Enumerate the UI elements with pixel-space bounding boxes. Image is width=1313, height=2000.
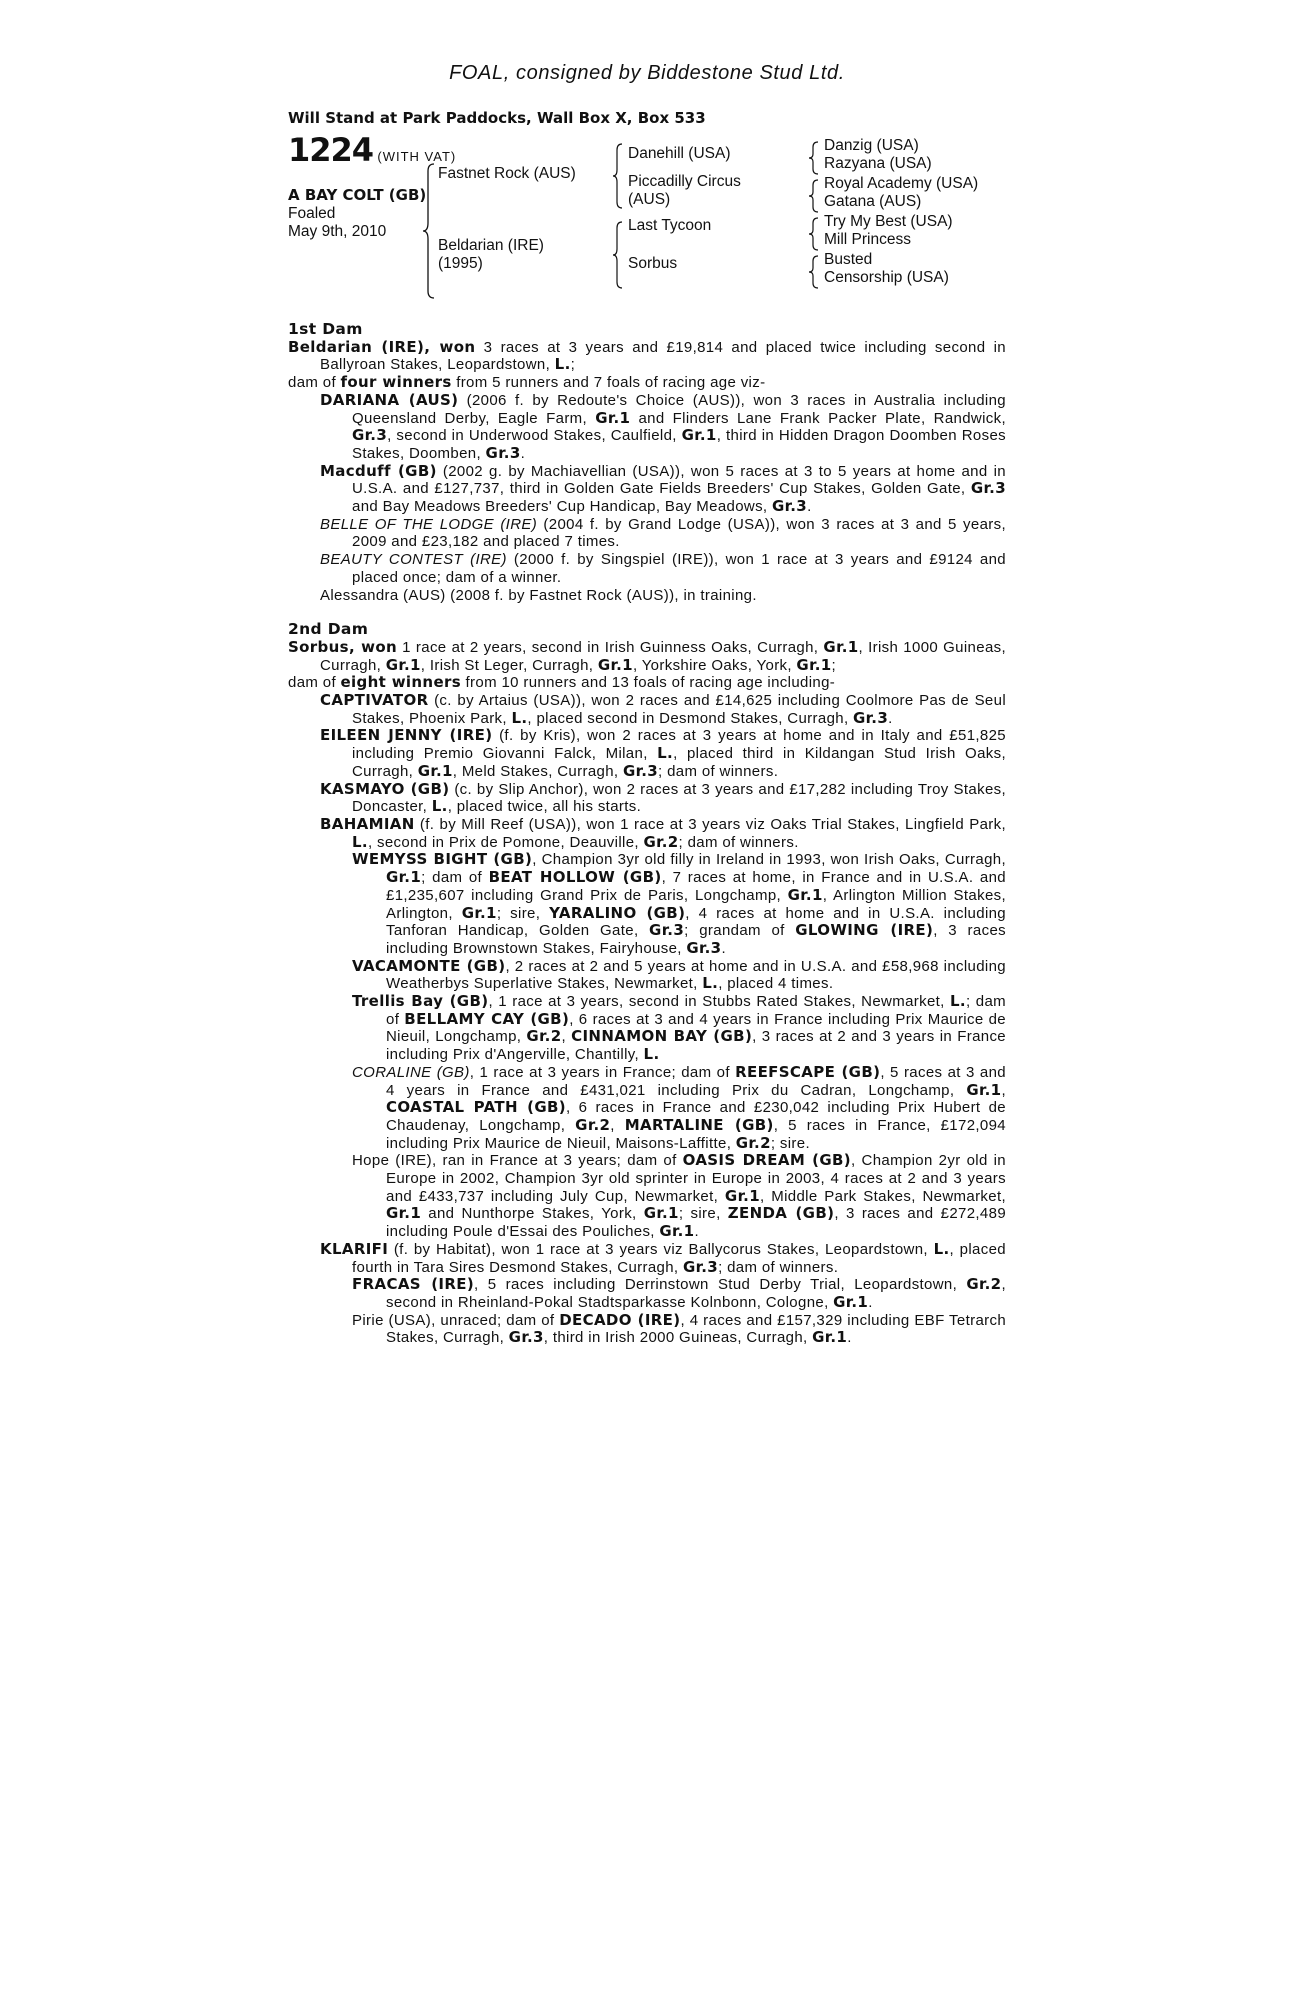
- grandproduce-entry: Pirie (USA), unraced; dam of DECADO (IRE), 4 races and £157,329 including EBF Tetrarch Stakes, Curragh, Gr.3, third in Irish 2000 Guineas, Curragh, Gr.1.: [352, 1310, 1007, 1347]
- gen3-sss: Danzig (USA): [824, 137, 919, 154]
- lot-number: 1224: [288, 131, 374, 169]
- grandproduce-entry: CORALINE (GB), 1 race at 3 years in France; dam of REEFSCAPE (GB), 5 races at 3 and 4 years in France and £431,021 including Prix du Cadran, Longchamp, Gr.1, COASTAL PATH (GB), 6 races in France and £230,042 including Prix Hubert de Chaudenay, Longchamp, Gr.2, MARTALINE (GB), 5 races in France, £172,094 including Prix Maurice de Nieuil, Maisons-Laffitte, Gr.2; sire.: [352, 1062, 1006, 1152]
- pedigree-brace: [422, 163, 436, 299]
- produce-entry: BAHAMIAN (f. by Mill Reef (USA)), won 1 race at 3 years viz Oaks Trial Stakes, Lingfield Park, L., second in Prix de Pomone, Deauville, Gr.2; dam of winners.: [320, 814, 1006, 851]
- sire-dam: Piccadilly Circus: [628, 173, 741, 190]
- produce-entry: BEAUTY CONTEST (IRE) (2000 f. by Singspiel (IRE)), won 1 race at 3 years and £9124 and placed once; dam of a winner.: [320, 551, 1006, 586]
- dam-dam: Sorbus: [628, 255, 678, 272]
- second-dam-record: Sorbus, won 1 race at 2 years, second in Irish Guinness Oaks, Curragh, Gr.1, Irish 1000 Guineas, Curragh, Gr.1, Irish St Leger, Curragh, Gr.1, Yorkshire Oaks, York, Gr.1;: [288, 637, 1007, 674]
- foaled-label: Foaled: [288, 205, 336, 222]
- gen3-sdd: Gatana (AUS): [824, 193, 922, 210]
- produce-entry: BELLE OF THE LODGE (IRE) (2004 f. by Grand Lodge (USA)), won 3 races at 3 and 5 years, 2009 and £23,182 and placed 7 times.: [320, 515, 1006, 551]
- second-dam-section: [288, 621, 1006, 1347]
- gen3-ddd: Censorship (USA): [824, 269, 949, 286]
- stabling-line: Will Stand at Park Paddocks, Wall Box X, Box 533: [288, 109, 706, 127]
- second-dam-produce-summary: dam of eight winners from 10 runners and 13 foals of racing age including-: [288, 673, 836, 692]
- brace-3d: [808, 255, 820, 289]
- sire-brace: [612, 143, 624, 209]
- produce-entry: DARIANA (AUS) (2006 f. by Redoute's Choice (AUS)), won 3 races in Australia including Queensland Derby, Eagle Farm, Gr.1 and Flinders Lane Frank Packer Plate, Randwick, Gr.3, second in Underwood Stakes, Caulfield, Gr.1, third in Hidden Dragon Doomben Roses Stakes, Doomben, Gr.3.: [320, 390, 1006, 462]
- sire-sire: Danehill (USA): [628, 145, 731, 162]
- second-dam-heading: 2nd Dam: [288, 620, 369, 639]
- produce-entry: EILEEN JENNY (IRE) (f. by Kris), won 2 races at 3 years at home and in Italy and £51,825 including Premio Giovanni Falck, Milan, L., placed third in Kildangan Stud Irish Oaks, Curragh, Gr.1, Meld Stakes, Curragh, Gr.3; dam of winners.: [320, 726, 1006, 780]
- pedigree-table: [288, 131, 1006, 321]
- gen3-dsd: Mill Princess: [824, 231, 911, 248]
- sire-dam-country: (AUS): [628, 191, 671, 208]
- grandproduce-entry: WEMYSS BIGHT (GB), Champion 3yr old filly in Ireland in 1993, won Irish Oaks, Curragh, Gr.1; dam of BEAT HOLLOW (GB), 7 races at home, in France and in U.S.A. and £1,235,607 including Grand Prix de Paris, Longchamp, Gr.1, Arlington Million Stakes, Arlington, Gr.1; sire, YARALINO (GB), 4 races at home and in U.S.A. including Tanforan Handicap, Golden Gate, Gr.3; grandam of GLOWING (IRE), 3 races including Brownstown Stakes, Fairyhouse, Gr.3.: [352, 850, 1007, 957]
- gen3-ssd: Razyana (USA): [824, 155, 932, 172]
- produce-entry: CAPTIVATOR (c. by Artaius (USA)), won 2 races and £14,625 including Coolmore Pas de Seul Stakes, Phoenix Park, L., placed second in Desmond Stakes, Curragh, Gr.3.: [320, 691, 1006, 727]
- brace-3a: [808, 141, 820, 175]
- first-dam-record: Beldarian (IRE), won 3 races at 3 years and £19,814 and placed twice including second in Ballyroan Stakes, Leopardstown, L.;: [288, 337, 1006, 374]
- foaled-date: May 9th, 2010: [288, 223, 387, 240]
- vat-note: (WITH VAT): [377, 149, 457, 164]
- produce-entry: Alessandra (AUS) (2008 f. by Fastnet Rock (AUS)), in training.: [320, 586, 757, 604]
- first-dam-section: [288, 321, 1006, 604]
- produce-entry: Macduff (GB) (2002 g. by Machiavellian (USA)), won 5 races at 3 to 5 years at home and in U.S.A. and £127,737, third in Golden Gate Fields Breeders' Cup Stakes, Golden Gate, Gr.3 and Bay Meadows Breeders' Cup Handicap, Bay Meadows, Gr.3.: [320, 461, 1006, 516]
- grandproduce-entry: Hope (IRE), ran in France at 3 years; dam of OASIS DREAM (GB), Champion 2yr old in Europe in 2002, Champion 3yr old sprinter in Europe in 2003, 4 races at 2 and 3 years and £433,737 including July Cup, Newmarket, Gr.1, Middle Park Stakes, Newmarket, Gr.1 and Nunthorpe Stakes, York, Gr.1; sire, ZENDA (GB), 3 races and £272,489 including Poule d'Essai des Pouliches, Gr.1.: [352, 1151, 1007, 1241]
- consignor-heading: FOAL, consigned by Biddestone Stud Ltd.: [449, 62, 845, 84]
- sire: Fastnet Rock (AUS): [438, 165, 576, 182]
- gen3-sds: Royal Academy (USA): [824, 175, 979, 192]
- first-dam-produce-summary: dam of four winners from 5 runners and 7 foals of racing age viz-: [288, 373, 766, 392]
- gen3-dss: Try My Best (USA): [824, 213, 953, 230]
- catalogue-page: [288, 62, 1006, 1347]
- grandproduce-entry: FRACAS (IRE), 5 races including Derrinstown Stud Derby Trial, Leopardstown, Gr.2, second in Rheinland-Pokal Stadtsparkasse Kolnbonn, Cologne, Gr.1.: [352, 1275, 1006, 1311]
- first-dam-heading: 1st Dam: [288, 320, 363, 338]
- brace-3b: [808, 179, 820, 213]
- produce-entry: KASMAYO (GB) (c. by Slip Anchor), won 2 races at 3 years and £17,282 including Troy Stakes, Doncaster, L., placed twice, all his starts.: [320, 779, 1007, 816]
- dam-sire: Last Tycoon: [628, 217, 712, 234]
- produce-entry: KLARIFI (f. by Habitat), won 1 race at 3 years viz Ballycorus Stakes, Leopardstown, L., placed fourth in Tara Sires Desmond Stakes, Curragh, Gr.3; dam of winners.: [320, 1239, 1006, 1276]
- dam: Beldarian (IRE): [438, 237, 544, 254]
- gen3-dds: Busted: [824, 251, 873, 268]
- lot-name: A BAY COLT (GB): [288, 186, 427, 204]
- grandproduce-entry: VACAMONTE (GB), 2 races at 2 and 5 years at home and in U.S.A. and £58,968 including Weatherbys Superlative Stakes, Newmarket, L., placed 4 times.: [352, 956, 1006, 993]
- dam-brace: [612, 221, 624, 289]
- brace-3c: [808, 217, 820, 251]
- dam-year: (1995): [438, 255, 483, 272]
- grandproduce-entry: Trellis Bay (GB), 1 race at 3 years, second in Stubbs Rated Stakes, Newmarket, L.; dam of BELLAMY CAY (GB), 6 races at 3 and 4 years in France including Prix Maurice de Nieuil, Longchamp, Gr.2, CINNAMON BAY (GB), 3 races at 2 and 3 years in France including Prix d'Angerville, Chantilly, L.: [352, 992, 1006, 1064]
